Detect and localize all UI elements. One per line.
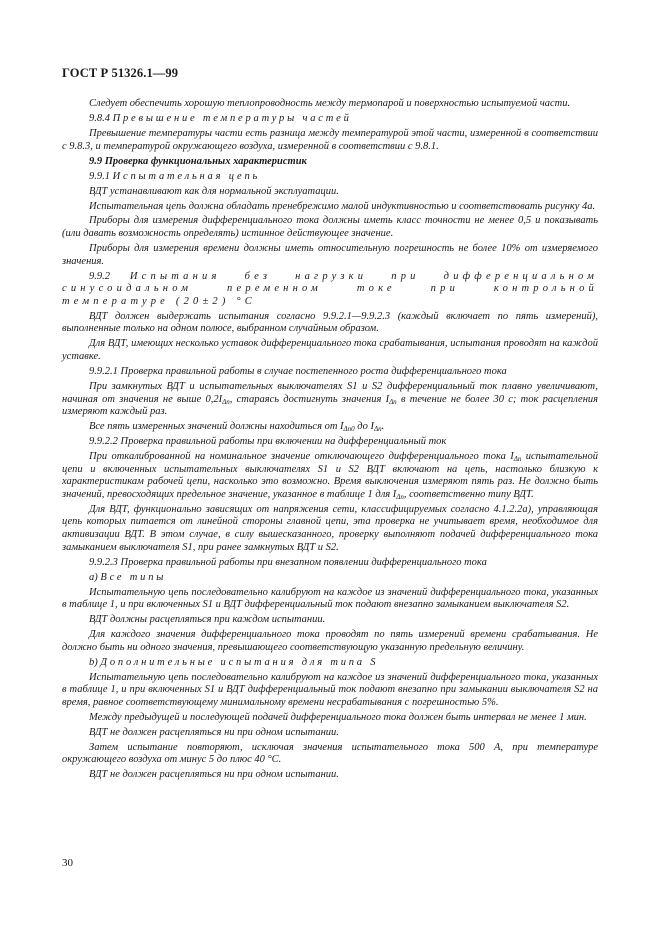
paragraph: Для ВДТ, функционально зависящих от напряжения сети, классифицируемых согласно 4.1.2.2а), управляющая цепь которых питается от линейной стороны главной цепи, эта проверка не учитывает время, необходимое для активизации ВДТ. В этом случае, в силу вышесказанного, проверку выполняют подачей дифференциального тока замыканием выключателя S1, при ранее замкнутых ВДТ и S2. xyxy=(62,503,598,553)
paragraph: Для каждого значения дифференциального тока проводят по пять измерений времени срабатывания. Не должно быть ни одного значения, превышающего соответствующую указанную предельную величину. xyxy=(62,629,598,653)
paragraph: Превышение температуры части есть разница между температурой этой части, измеренной в соответствии с 9.8.3, и температурой окружающего воздуха, измеренной в соответствии с 9.8.1. xyxy=(62,127,598,152)
paragraph: Приборы для измерения времени должны иметь относительную погрешность не более 10% от измеряемого значения. xyxy=(62,243,598,267)
section-number: 9.9.1 xyxy=(89,170,110,182)
page-number: 30 xyxy=(62,857,73,869)
section-title: Испытательная цепь xyxy=(112,170,261,182)
paragraph: Между предыдущей и последующей подачей дифференциального тока должен быть интервал не менее 1 мин. xyxy=(89,711,587,723)
paragraph: Приборы для измерения дифференциального тока должны иметь класс точности не менее 0,5 и показывать (или давать возможность определять) истинное действующее значение. xyxy=(62,215,598,240)
paragraph: Затем испытание повторяют, исключая значения испытательного тока 500 А, при температуре окружающего воздуха от минус 5 до плюс 40 °С. xyxy=(62,741,598,766)
paragraph: Испытательную цепь последовательно калибруют на каждое из значений дифференциального тока, указанных в таблице 1, и при включенных S1 и ВДТ дифференциальный ток подают внезапно при замыкании выключателя S2 на время, равное соответствующему минимальному времени несрабатывания с погрешностью 5%. xyxy=(62,671,598,708)
section-heading xyxy=(62,271,598,309)
paragraph: Следует обеспечить хорошую теплопроводность между термопарой и поверхностью испытуемой части. xyxy=(89,98,571,109)
paragraph: Испытательную цепь последовательно калибруют на каждое из значений дифференциального тока, указанных в таблице 1, и при включенных S1 и ВДТ дифференциальный ток подают внезапно замыканием выключателя S2. xyxy=(62,586,598,611)
paragraph: ВДТ не должен расцепляться ни при одном испытании. xyxy=(89,726,339,738)
list-heading: а) Все типы xyxy=(89,571,167,583)
section-number: 9.9.2 xyxy=(89,270,110,282)
paragraph: Испытательная цепь должна обладать пренебрежимо малой индуктивностью и соответствовать рисунку 4а. xyxy=(89,200,596,212)
paragraph: ВДТ должны расцепляться при каждом испытании. xyxy=(89,614,326,626)
section-heading xyxy=(62,113,598,126)
paragraph: Для ВДТ, имеющих несколько уставок дифференциального тока срабатывания, испытания проводят на каждой уставке. xyxy=(62,338,598,362)
section-number: 9.8.4 xyxy=(89,112,110,124)
subsection-heading: 9.9.2.1 Проверка правильной работы в случае постепенного роста дифференциального тока xyxy=(89,365,507,377)
section-title: Превышение температуры частей xyxy=(112,112,352,124)
paragraph: ВДТ должен выдержать испытания согласно 9.9.2.1—9.9.2.3 (каждый включает по пять измерений), выполненные только на одном полюсе, выбранном случайным образом. xyxy=(62,310,598,335)
document-header: ГОСТ Р 51326.1—99 xyxy=(62,66,179,80)
paragraph: Все пять измеренных значений должны находиться от $I_{\Delta n0}$ до $I_{\Delta n}$. xyxy=(89,421,385,434)
subsection-heading: 9.9.2.3 Проверка правильной работы при внезапном появлении дифференциального тока xyxy=(89,556,487,568)
paragraph: ВДТ устанавливают как для нормальной эксплуатации. xyxy=(89,185,339,197)
paragraph: При откалиброванной на номинальное значение отключающего дифференциального тока $I_{\Delta n}$ испытательной цепи и включенных испытательных выключателях S1 и S2 ВДТ включают на цепь, настолько близкую к характеристикам рабочей цепи, насколько это возможно. Время выключения измеряют пять раз. Не должно быть значений, превосходящих предельное значение, указанное в таблице 1 для $I_{\Delta n}$, соответственно типу ВДТ. xyxy=(62,451,598,501)
paragraph: При замкнутых ВДТ и испытательных выключателях S1 и S2 дифференциальный ток плавно увеличивают, начиная от значения не выше $0,2I_{\Delta n}$, стараясь достигнуть значения $I_{\Delta n}$ в течение не более 30 с; ток расцепления измеряют каждый раз. xyxy=(62,380,599,418)
section-heading: 9.9 Проверка функциональных характеристик xyxy=(89,155,307,167)
document-body xyxy=(62,98,598,784)
section-title: Испытания без нагрузки при дифференциальном синусоидальном переменном токе при контрольной температуре (20±2) °С xyxy=(62,270,599,307)
subsection-heading: 9.9.2.2 Проверка правильной работы при включении на дифференциальный ток xyxy=(89,436,447,448)
section-heading xyxy=(62,171,598,184)
list-heading: b) Дополнительные испытания для типа S xyxy=(89,656,379,668)
paragraph: ВДТ не должен расцепляться ни при одном испытании. xyxy=(89,769,339,781)
